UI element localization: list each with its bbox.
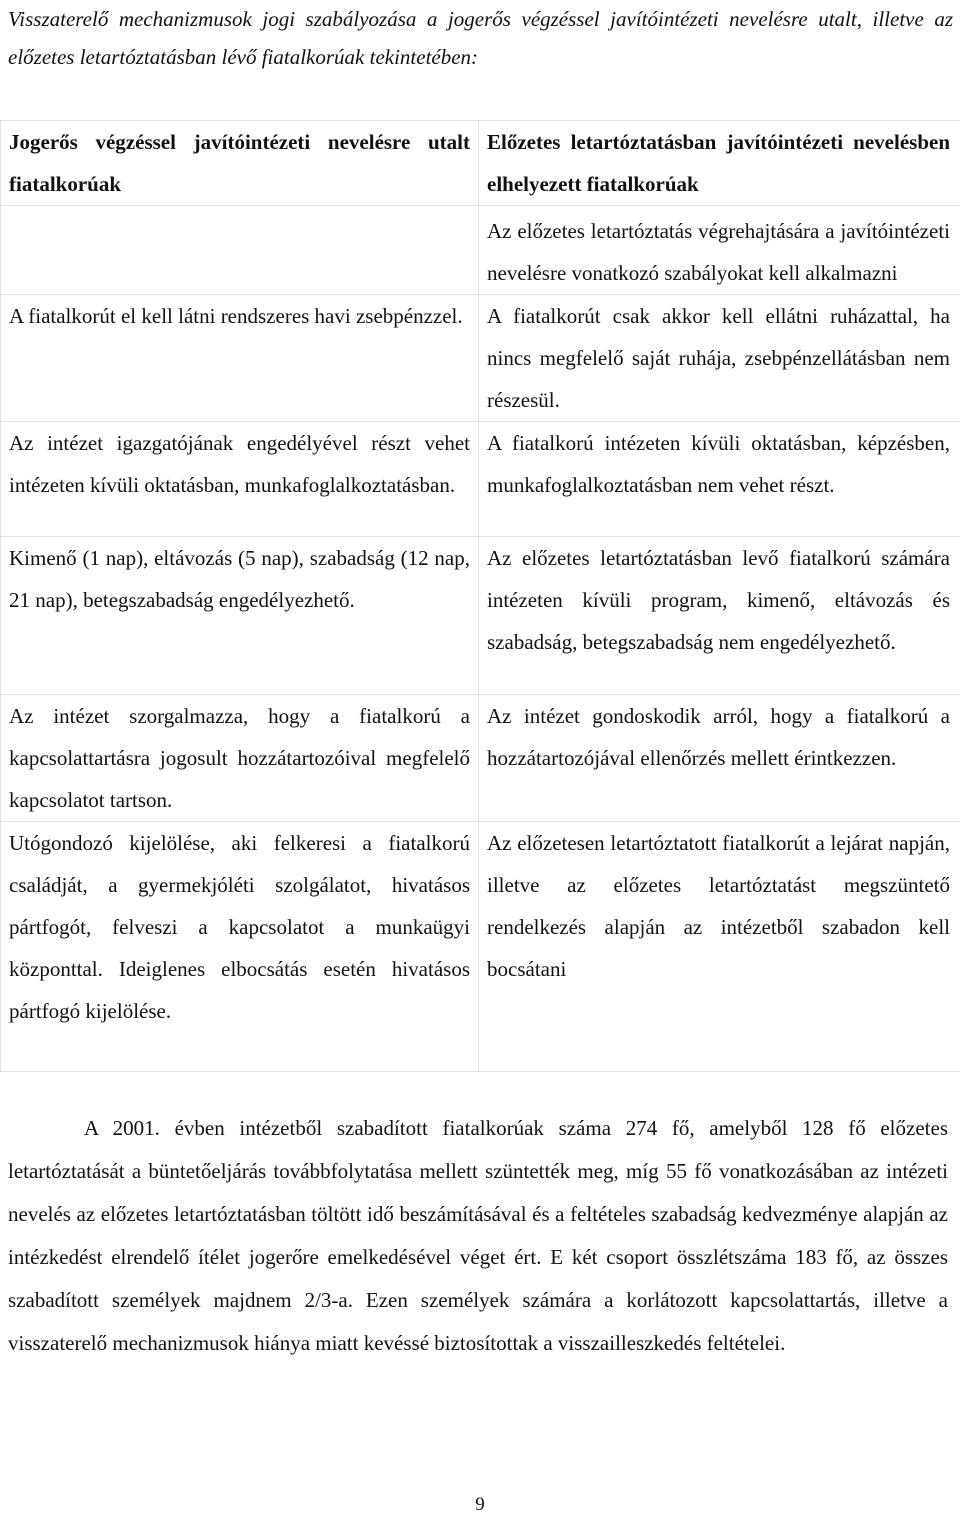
table-header-row — [1, 121, 960, 206]
table-cell-left: Kimenő (1 nap), eltávozás (5 nap), szabadság (12 nap, 21 nap), betegszabadság engedélyezhető. — [1, 537, 479, 695]
comparison-table — [0, 120, 960, 1072]
table-row — [1, 422, 960, 537]
intro-heading: Visszaterelő mechanizmusok jogi szabályozása a jogerős végzéssel javítóintézeti nevelésre utalt, illetve az előzetes letartóztatásban lévő fiatalkorúak tekintetében: — [8, 7, 953, 69]
table-cell-right: Az előzetes letartóztatásban levő fiatalkorú számára intézeten kívüli program, kimenő, eltávozás és szabadság, betegszabadság nem engedélyezhető. — [479, 537, 960, 695]
table-row — [1, 206, 960, 295]
left-header-cell — [1, 121, 479, 206]
table-cell-left: Az intézet igazgatójának engedélyével részt vehet intézeten kívüli oktatásban, munkafoglalkoztatásban. — [1, 422, 479, 537]
paragraph-text: A 2001. évben intézetből szabadított fiatalkorúak száma 274 fő, amelyből 128 fő előzetes letartóztatását a büntetőeljárás továbbfolytatása mellett szüntették meg, míg 55 fő vonatkozásában az intézeti nevelés az előzetes letartóztatásban töltött idő beszámításával és a feltételes szabadság kedvezménye alapján az intézkedést elrendelő ítélet jogerőre emelkedésével véget ért. E két csoport összlétszáma 183 fő, az összes szabadított személyek majdnem 2/3-a. Ezen személyek számára a korlátozott kapcsolattartás, illetve a visszaterelő mechanizmusok hiánya miatt kevéssé biztosítottak a visszailleszkedés feltételei. — [8, 1116, 948, 1355]
table-cell-left — [1, 206, 479, 295]
table-cell-right: Az intézet gondoskodik arról, hogy a fiatalkorú a hozzátartozójával ellenőrzés mellett érintkezzen. — [479, 695, 960, 822]
table-row — [1, 822, 960, 1072]
right-header-cell — [479, 121, 960, 206]
left-header: Jogerős végzéssel javítóintézeti nevelésre utalt fiatalkorúak — [9, 130, 470, 196]
table-row — [1, 537, 960, 695]
body-paragraph — [8, 1107, 948, 1365]
table-cell-right: A fiatalkorú intézeten kívüli oktatásban, képzésben, munkafoglalkoztatásban nem vehet részt. — [479, 422, 960, 537]
table-cell-left: Utógondozó kijelölése, aki felkeresi a fiatalkorú családját, a gyermekjóléti szolgálatot, hivatásos pártfogót, felveszi a kapcsolatot a munkaügyi központtal. Ideiglenes elbocsátás esetén hivatásos pártfogó kijelölése. — [1, 822, 479, 1072]
page-number: 9 — [475, 1494, 485, 1515]
table-row — [1, 695, 960, 822]
table-row — [1, 295, 960, 422]
table-cell-left: Az intézet szorgalmazza, hogy a fiatalkorú a kapcsolattartásra jogosult hozzátartozóival megfelelő kapcsolatot tartson. — [1, 695, 479, 822]
table-cell-left: A fiatalkorút el kell látni rendszeres havi zsebpénzzel. — [1, 295, 479, 422]
table-cell-right: Az előzetesen letartóztatott fiatalkorút a lejárat napján, illetve az előzetes letartóztatást megszüntető rendelkezés alapján az intézetből szabadon kell bocsátani — [479, 822, 960, 1072]
right-header: Előzetes letartóztatásban javítóintézeti nevelésben elhelyezett fiatalkorúak — [487, 130, 950, 196]
table-cell-right: Az előzetes letartóztatás végrehajtására a javítóintézeti nevelésre vonatkozó szabályokat kell alkalmazni — [479, 206, 960, 295]
table-cell-right: A fiatalkorút csak akkor kell ellátni ruházattal, ha nincs megfelelő saját ruhája, zsebpénzellátásban nem részesül. — [479, 295, 960, 422]
